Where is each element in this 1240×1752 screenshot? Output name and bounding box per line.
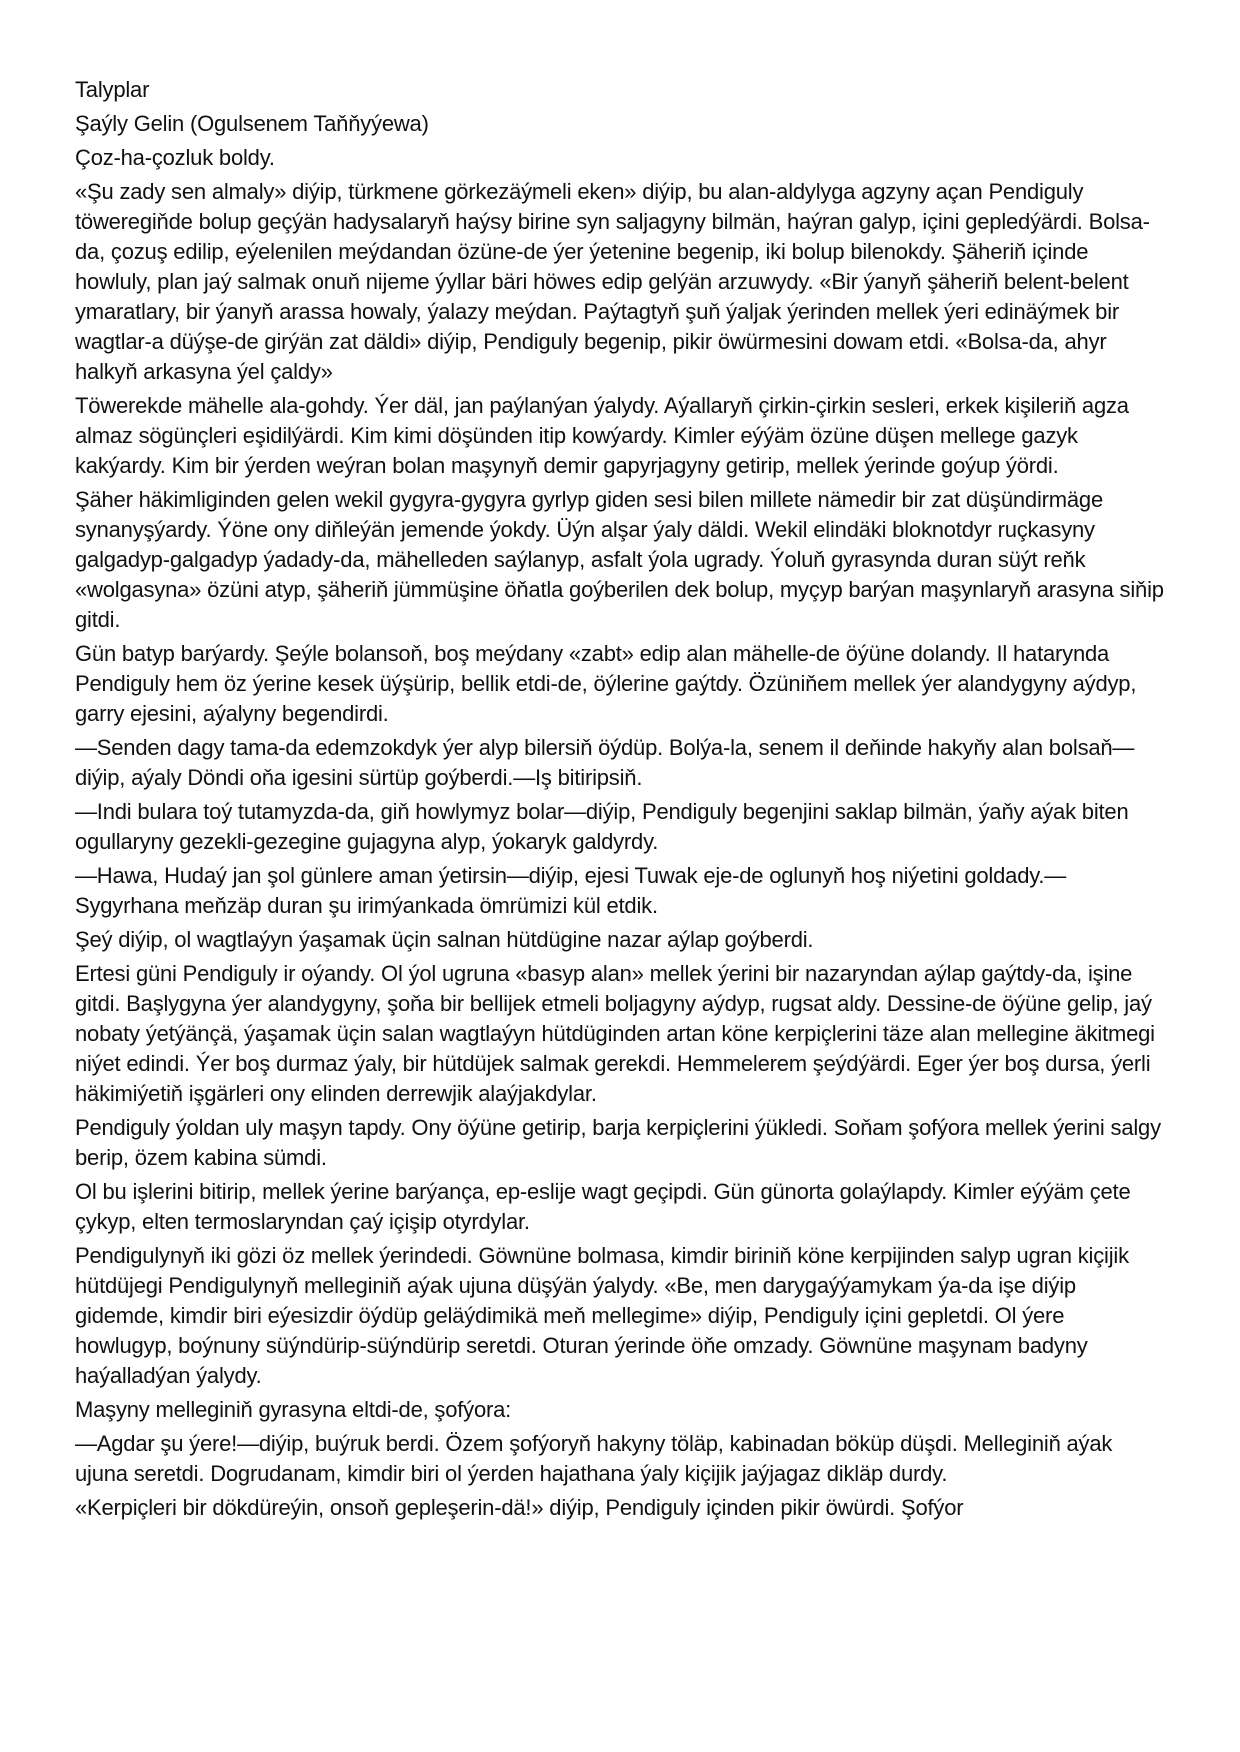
paragraph: «Kerpiçleri bir dökdüreýin, onsoň gepleşerin-dä!» diýip, Pendiguly içinden pikir öwürdi. Şofýor <box>75 1495 964 1520</box>
paragraph: Pendigulynyň iki gözi öz mellek ýerindedi. Göwnüne bolmasa, kimdir biriniň köne kerpijinden salyp ugran kiçijik hütdüjegi Pendigulynyň melleginiň aýak ujuna düşýän ýalydy. «Be, men darygaýýamykam ýa-da işe diýip gidemde, kimdir biri eýesizdir öýdüp geläýdimikä meň mellegime» diýip, Pendiguly içini gepletdi. Ol ýere howlugyp, boýnuny süýndürip-süýndürip seretdi. Oturan ýerinde öňe omzady. Göwnüne maşynam badyny haýalladýan ýalydy. <box>75 1243 1129 1388</box>
paragraph: Maşyny melleginiň gyrasyna eltdi-de, şofýora: <box>75 1397 512 1422</box>
paragraph: «Şu zady sen almaly» diýip, türkmene görkezäýmeli eken» diýip, bu alan-aldylyga agzyny açan Pendiguly töweregiňde bolup geçýän hadysalaryň haýsy birine syn saljagyny bilmän, haýran galyp, içini gepledýärdi. Bolsa-da, çozuş edilip, eýelenilen meýdandan özüne-de ýer ýetenine begenip, iki bolup bilenokdy. Şäheriň içinde howluly, plan jaý salmak onuň nijeme ýyllar bäri höwes edip gelýän arzuwydy. «Bir ýanyň şäheriň belent-belent ymaratlary, bir ýanyň arassa howaly, ýalazy meýdan. Paýtagtyň şuň ýaljak ýerinden mellek ýeri edinäýmek bir wagtlar-a düýşe-de girýän zat däldi» diýip, Pendiguly begenip, pikir öwürmesini dowam etdi. «Bolsa-da, ahyr halkyň arkasyna ýel çaldy» <box>75 179 1150 384</box>
document-title: Talyplar <box>75 77 150 102</box>
paragraph: Gün batyp barýardy. Şeýle bolansoň, boş meýdany «zabt» edip alan mähelle-de öýüne dolandy. Il hatarynda Pendiguly hem öz ýerine kesek üýşürip, bellik etdi-de, öýlerine gaýtdy. Özüniňem mellek ýer alandygyny aýdyp, garry ejesini, aýalyny begendirdi. <box>75 641 1137 726</box>
paragraph: Ol bu işlerini bitirip, mellek ýerine barýança, ep-eslije wagt geçipdi. Gün günorta golaýlapdy. Kimler eýýäm çete çykyp, elten termoslaryndan çaý içişip otyrdylar. <box>75 1179 1131 1234</box>
paragraph: Şeý diýip, ol wagtlaýyn ýaşamak üçin salnan hütdügine nazar aýlap goýberdi. <box>75 927 814 952</box>
document-author: Şaýly Gelin (Ogulsenem Taňňyýewa) <box>75 111 429 136</box>
paragraph: Şäher häkimliginden gelen wekil gygyra-gygyra gyrlyp giden sesi bilen millete nämedir bir zat düşündirmäge synanyşýardy. Ýöne ony diňleýän jemende ýokdy. Üýn alşar ýaly däldi. Wekil elindäki bloknotdyr ruçkasyny galgadyp-galgadyp ýadady-da, mähelleden saýlanyp, asfalt ýola ugrady. Ýoluň gyrasynda duran süýt reňk «wolgasyna» özüni atyp, şäheriň jümmüşine öňatla goýberilen dek bolup, myçyp barýan maşynlaryň arasyna siňip gitdi. <box>75 487 1164 632</box>
paragraph: Ertesi güni Pendiguly ir oýandy. Ol ýol ugruna «basyp alan» mellek ýerini bir nazaryndan aýlap gaýtdy-da, işine gitdi. Başlygyna ýer alandygyny, şoňa bir bellijek etmeli boljagyny aýdyp, rugsat aldy. Dessine-de öýüne gelip, jaý nobaty ýetýänçä, ýaşamak üçin salan wagtlaýyn hütdüginden artan köne kerpiçlerini täze alan mellegine äkitmegi niýet edindi. Ýer boş durmaz ýaly, bir hütdüjek salmak gerekdi. Hemmelerem şeýdýärdi. Eger ýer boş dursa, ýerli häkimiýetiň işgärleri ony elinden derrewjik alaýjakdylar. <box>75 961 1155 1106</box>
paragraph: Pendiguly ýoldan uly maşyn tapdy. Ony öýüne getirip, barja kerpiçlerini ýükledi. Soňam şofýora mellek ýerini salgy berip, özem kabina sümdi. <box>75 1115 1161 1170</box>
paragraph: Töwerekde mähelle ala-gohdy. Ýer däl, jan paýlanýan ýalydy. Aýallaryň çirkin-çirkin sesleri, erkek kişileriň agza almaz sögünçleri eşidilýärdi. Kim kimi döşünden itip kowýardy. Kimler eýýäm özüne düşen mellege gazyk kakýardy. Kim bir ýerden weýran bolan maşynyň demir gapyrjagyny getirip, mellek ýerinde goýup ýördi. <box>75 393 1129 478</box>
document-page <box>75 75 1165 1527</box>
paragraph: —Indi bulara toý tutamyzda-da, giň howlymyz bolar—diýip, Pendiguly begenjini saklap bilmän, ýaňy aýak biten ogullaryny gezekli-gezegine gujagyna alyp, ýokaryk galdyrdy. <box>75 799 1129 854</box>
paragraph: Çoz-ha-çozluk boldy. <box>75 145 275 170</box>
paragraph: —Agdar şu ýere!—diýip, buýruk berdi. Özem şofýoryň hakyny töläp, kabinadan böküp düşdi. Melleginiň aýak ujuna seretdi. Dogrudanam, kimdir biri ol ýerden hajathana ýaly kiçijik jaýjagaz dikläp durdy. <box>75 1431 1113 1486</box>
paragraph: —Hawa, Hudaý jan şol günlere aman ýetirsin—diýip, ejesi Tuwak eje-de oglunyň hoş niýetini goldady.—Sygyrhana meňzäp duran şu irimýankada ömrümizi kül etdik. <box>75 863 1067 918</box>
paragraph: —Senden dagy tama-da edemzokdyk ýer alyp bilersiň öýdüp. Bolýa-la, senem il deňinde hakyňy alan bolsaň—diýip, aýaly Döndi oňa igesini sürtüp goýberdi.—Iş bitiripsiň. <box>75 735 1135 790</box>
